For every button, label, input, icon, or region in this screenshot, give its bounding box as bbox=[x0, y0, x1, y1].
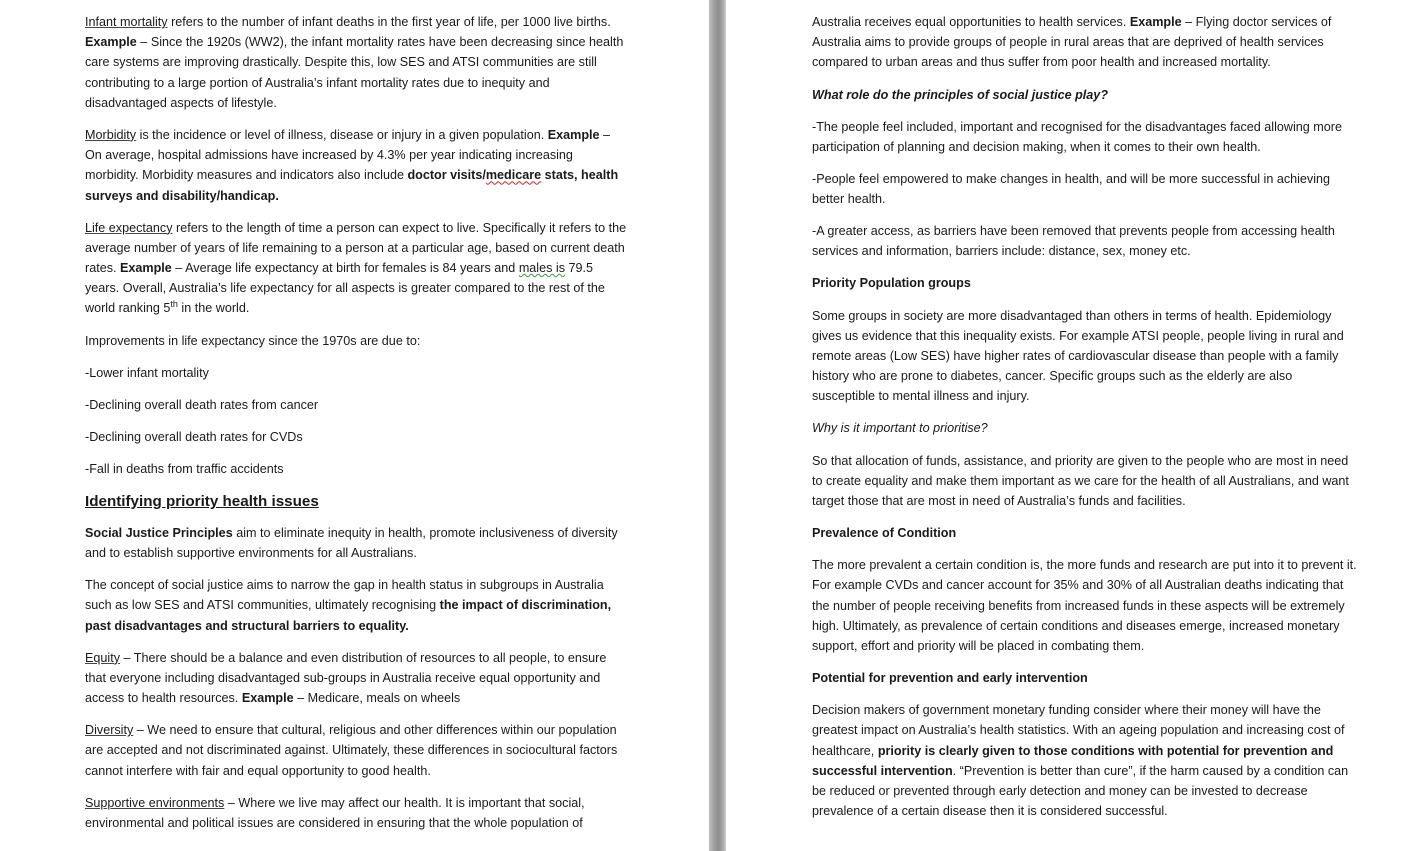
text: refers to the length of time a person can expect to live. Specifically it refers to the average number of years of life remaining to a person at a particular age, based on current death rates. bbox=[85, 220, 627, 276]
text: is the incidence or level of illness, disease or injury in a given population. bbox=[136, 127, 548, 142]
spellcheck-word: medicare bbox=[485, 168, 542, 183]
priority-groups-heading: Priority Population groups bbox=[812, 276, 971, 291]
list-item: -Fall in deaths from traffic accidents bbox=[85, 461, 284, 476]
example-label: Example bbox=[547, 127, 600, 142]
morbidity-paragraph bbox=[85, 125, 630, 206]
term-equity: Equity bbox=[85, 650, 121, 665]
role-point: -People feel empowered to make changes in health, and will be more successful in achieving better health. bbox=[812, 171, 1331, 207]
text: aim to eliminate inequity in health, promote inclusiveness of diversity and to establish supportive environments for all Australians. bbox=[85, 525, 618, 561]
concept-paragraph bbox=[85, 575, 630, 636]
grammar-check-text: males is bbox=[518, 261, 565, 276]
diversity-paragraph bbox=[85, 720, 630, 781]
term-supportive-environments: Supportive environments bbox=[85, 795, 225, 810]
text: – On average, hospital admissions have increased by 4.3% per year indicating increasing morbidity. Morbidity measures and indicators also include bbox=[85, 127, 611, 183]
text: – Medicare, meals on wheels bbox=[293, 691, 461, 706]
left-page bbox=[0, 0, 709, 851]
text: – Since the 1920s (WW2), the infant mortality rates have been decreasing since health care systems are improving drastically. Despite this, low SES and ATSI communities are still contributing to a large portion of Australia’s infant mortality rates due to inequity and disadvantaged aspects of lifestyle. bbox=[85, 35, 624, 110]
text: Decision makers of government monetary funding consider where their money will have the greatest impact on Australia’s health statistics. With an ageing population and increasing cost of healthcare, bbox=[812, 703, 1345, 758]
example-label: Example bbox=[85, 35, 137, 50]
improvements-intro: Improvements in life expectancy since the 1970s are due to: bbox=[85, 333, 421, 348]
section-heading: Identifying priority health issues bbox=[85, 492, 319, 510]
example-label: Example bbox=[120, 261, 172, 276]
text: – We need to ensure that cultural, religious and other differences within our population are accepted and not discriminated against. Ultimately, these differences in sociocultural factors cannot interfere with fair and equal opportunity to good health. bbox=[85, 723, 618, 778]
prevalence-heading: Prevalence of Condition bbox=[812, 526, 957, 541]
continuation-paragraph bbox=[812, 12, 1357, 73]
superscript: th bbox=[170, 299, 178, 310]
prevention-paragraph bbox=[812, 700, 1357, 821]
why-prioritise-question: Why is it important to prioritise? bbox=[812, 421, 988, 436]
text: Australia receives equal opportunities to health services. bbox=[812, 15, 1130, 29]
left-column bbox=[85, 12, 630, 845]
role-point: -The people feel included, important and recognised for the disadvantages faced allowing more participation of planning and decision making, when it comes to their own health. bbox=[812, 119, 1342, 154]
text: . “Prevention is better than cure”, if the harm caused by a condition can be reduced or prevented through early detection and money can be invested to decrease prevalence of a certain disease then it is considered successful. bbox=[812, 763, 1349, 819]
right-column bbox=[812, 12, 1357, 833]
term-life-expectancy: Life expectancy bbox=[85, 220, 173, 235]
term-social-justice: Social Justice Principles bbox=[85, 525, 233, 540]
why-prioritise-paragraph: So that allocation of funds, assistance, and priority are given to the people who are most in need to create equality and make them important as we care for the health of all Australians, and want target those that are most in need of Australia’s funds and facilities. bbox=[812, 453, 1349, 508]
text: in the world. bbox=[177, 301, 250, 316]
role-point: -A greater access, as barriers have been removed that prevents people from accessing health services and information, barriers include: distance, sex, money etc. bbox=[812, 224, 1335, 259]
prevalence-paragraph: The more prevalent a certain condition is, the more funds and research are put into it to prevent it. For example CVDs and cancer account for 35% and 30% of all Australian deaths indicating that the number of people receiving benefits from increased funds in these aspects will be extremely high. Ultimately, as prevalence of certain conditions and diseases emerge, increased monetary support, effort and priority will be placed in combating them. bbox=[812, 558, 1357, 653]
text: The concept of social justice aims to narrow the gap in health status in subgroups in Australia such as low SES and ATSI communities, ultimately recognising bbox=[85, 578, 604, 613]
text: 79.5 years. Overall, Australia’s life expectancy for all aspects is greater compared to the rest of the world ranking 5 bbox=[85, 261, 605, 316]
term-morbidity: Morbidity bbox=[85, 127, 137, 142]
equity-paragraph bbox=[85, 648, 630, 709]
term-diversity: Diversity bbox=[85, 723, 134, 738]
text: – Flying doctor services of Australia aims to provide groups of people in rural areas that are deprived of health services compared to urban areas and thus suffer from poor health and increased mortality. bbox=[812, 15, 1332, 70]
term-infant-mortality: Infant mortality bbox=[85, 15, 168, 29]
prevention-heading: Potential for prevention and early intervention bbox=[812, 671, 1088, 686]
list-item: -Lower infant mortality bbox=[85, 365, 209, 380]
right-page bbox=[726, 0, 1421, 851]
priority-groups-paragraph: Some groups in society are more disadvantaged than others in terms of health. Epidemiology gives us evidence that this inequality exists. For example ATSI people, people living in rural and remote areas (Low SES) have higher rates of cardiovascular disease than people with a family history who are prone to diabetes, cancer. Specific groups such as the elderly are also susceptible to mental illness and injury. bbox=[812, 308, 1344, 404]
text: refers to the number of infant deaths in the first year of life, per 1000 live births. bbox=[167, 15, 611, 29]
bold-text: the impact of discrimination, past disadvantages and structural barriers to equality. bbox=[85, 598, 612, 633]
example-label: Example bbox=[241, 691, 294, 706]
bold-text: doctor visits/ bbox=[407, 168, 486, 183]
text: – Where we live may affect our health. It is important that social, environmental and political issues are considered in ensuring that the whole population of bbox=[85, 795, 585, 830]
list-item: -Declining overall death rates from cancer bbox=[85, 397, 319, 412]
example-label: Example bbox=[1129, 15, 1182, 29]
supportive-environments-paragraph bbox=[85, 793, 630, 833]
bold-text: stats, health surveys and disability/handicap. bbox=[85, 168, 619, 203]
list-item: -Declining overall death rates for CVDs bbox=[85, 429, 303, 444]
life-expectancy-paragraph bbox=[85, 218, 630, 319]
infant-mortality-paragraph bbox=[85, 12, 630, 113]
role-question: What role do the principles of social justice play? bbox=[812, 87, 1109, 102]
social-justice-paragraph bbox=[85, 523, 630, 563]
text: – There should be a balance and even distribution of resources to all people, to ensure that everyone including disadvantaged sub-groups in Australia receive equal opportunity and access to health resources. bbox=[85, 650, 607, 706]
text: – Average life expectancy at birth for females is 84 years and bbox=[171, 261, 519, 276]
bold-text: priority is clearly given to those conditions with potential for prevention and successful intervention bbox=[812, 743, 1334, 778]
page-gutter bbox=[709, 0, 726, 851]
